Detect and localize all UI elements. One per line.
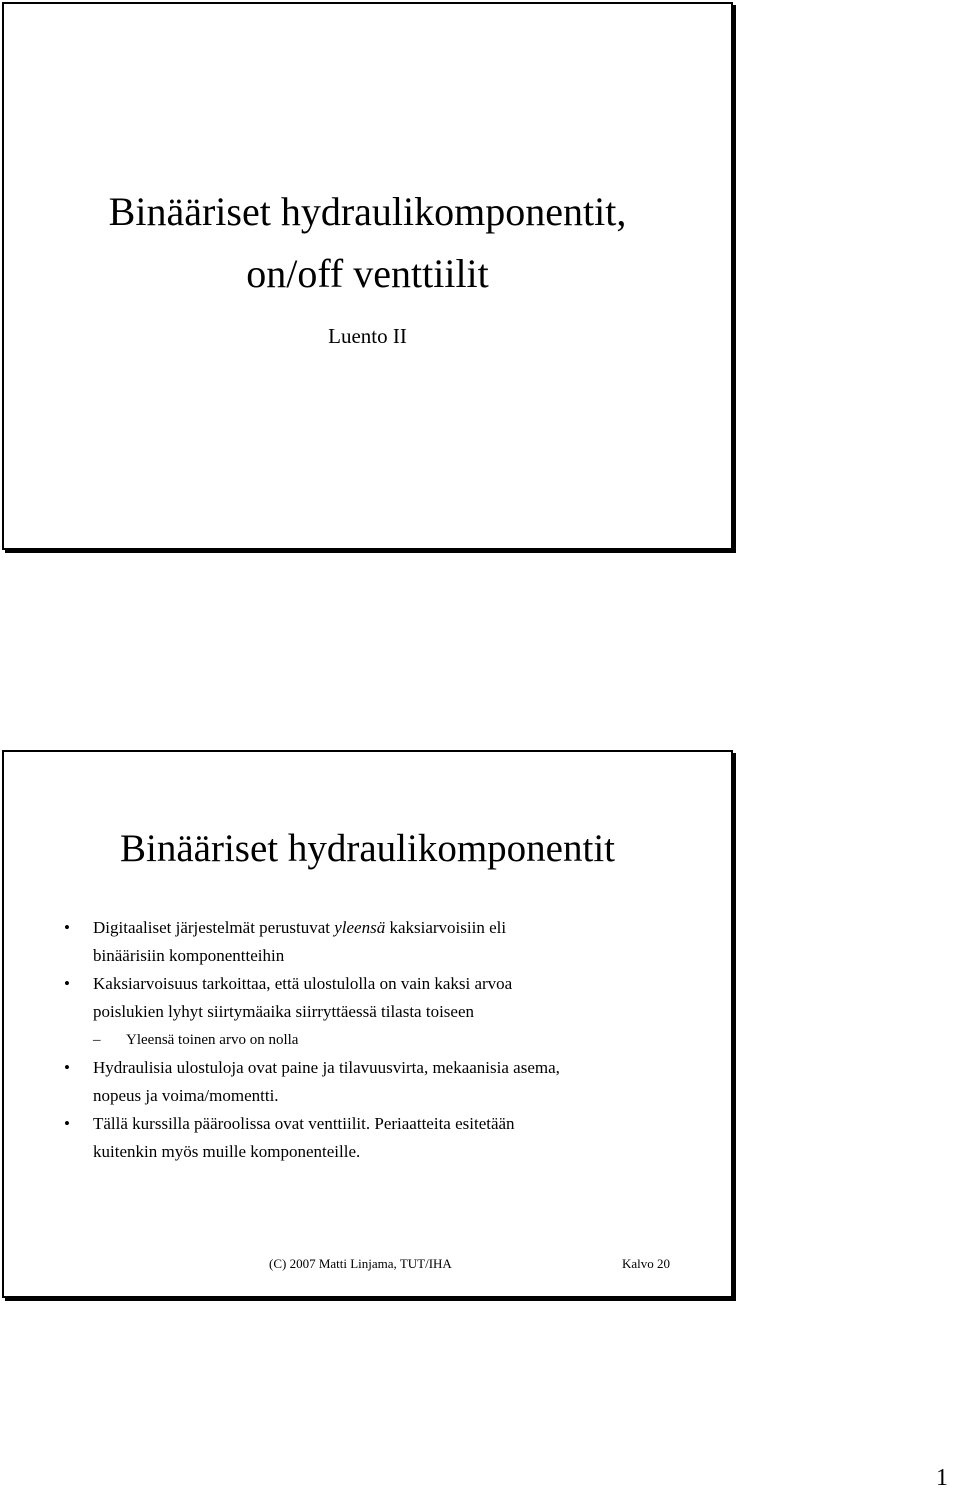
slide-1-title-line-2: on/off venttiilit — [246, 251, 489, 296]
sub-bullet-text: Yleensä toinen arvo on nolla — [126, 1032, 299, 1048]
slide-1-title-line-1: Binääriset hydraulikomponentit, — [108, 189, 627, 234]
bullet-1-line-2: binäärisiin komponentteihin — [93, 946, 285, 965]
bullet-icon: • — [64, 918, 70, 937]
slide-2-title: Binääriset hydraulikomponentit — [120, 827, 615, 870]
bullet-item-3 — [64, 1054, 704, 1110]
bullet-item-2 — [64, 970, 704, 1026]
bullet-2-line-1: Kaksiarvoisuus tarkoittaa, että ulostulolla on vain kaksi arvoa — [93, 974, 513, 993]
bullet-4-line-1: Tällä kurssilla pääroolissa ovat venttiilit. Periaatteita esitetään — [93, 1114, 515, 1133]
bullet-3-line-2: nopeus ja voima/momentti. — [93, 1086, 279, 1105]
slide-1-title — [4, 181, 731, 305]
bullet-item-4 — [64, 1110, 704, 1166]
bullet-1-text-end: kaksiarvoisiin eli — [385, 918, 507, 937]
slide-2-bullet-list — [64, 914, 704, 1166]
bullet-2-line-2: poislukien lyhyt siirtymäaika siirryttäessä tilasta toiseen — [93, 1002, 475, 1021]
slide-1-subtitle: Luento II — [328, 324, 407, 348]
slide-footer-copyright: (C) 2007 Matti Linjama, TUT/IHA — [269, 1256, 452, 1271]
page-number: 1 — [936, 1465, 948, 1491]
slide-2 — [2, 750, 733, 1298]
slide-1 — [2, 2, 733, 550]
bullet-4-line-2: kuitenkin myös muille komponenteille. — [93, 1142, 361, 1161]
slide-footer-number: Kalvo 20 — [622, 1256, 671, 1271]
bullet-icon: • — [64, 974, 70, 993]
bullet-3-line-1: Hydraulisia ulostuloja ovat paine ja tilavuusvirta, mekaanisia asema, — [93, 1058, 560, 1077]
bullet-1-text-start: Digitaaliset järjestelmät perustuvat — [93, 918, 335, 937]
bullet-1-emphasis: yleensä — [334, 918, 386, 937]
bullet-item-1 — [64, 914, 704, 970]
dash-icon: – — [93, 1032, 101, 1048]
sub-bullet-item — [64, 1026, 704, 1054]
bullet-icon: • — [64, 1114, 70, 1133]
bullet-icon: • — [64, 1058, 70, 1077]
